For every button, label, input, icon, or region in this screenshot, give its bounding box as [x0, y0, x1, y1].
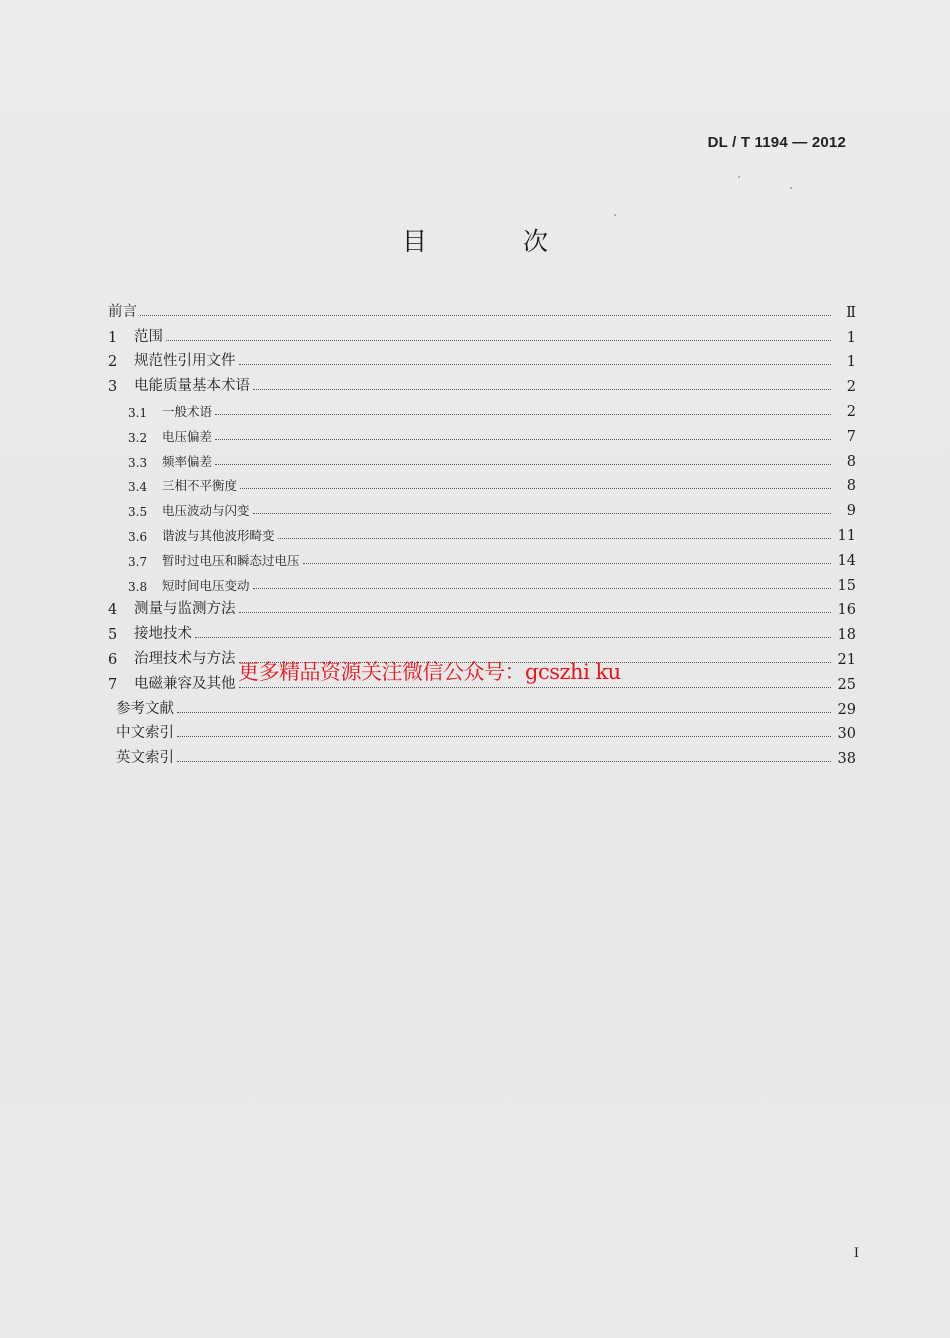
toc-entry [108, 594, 856, 619]
toc-entry-number: 3.1 [128, 405, 148, 420]
toc-leader-dots [278, 538, 831, 539]
toc-entry-number: 3.4 [128, 480, 148, 495]
toc-entry-page: 29 [837, 701, 856, 718]
toc-entry-page: 1 [846, 329, 856, 346]
toc-entry-page: 1 [846, 354, 856, 371]
toc-entry [108, 470, 856, 495]
toc-entry-label: 规范性引用文件 [134, 353, 236, 370]
toc-entry-number: 4 [108, 602, 118, 619]
toc-entry-label: 范围 [134, 328, 163, 345]
toc-entry-number: 6 [108, 651, 118, 668]
toc-leader-dots [215, 414, 831, 415]
toc-entry-label: 一般术语 [162, 403, 213, 419]
scan-speck [614, 214, 616, 216]
toc-entry-page: 2 [846, 379, 856, 396]
toc-entry-page: 18 [837, 627, 856, 644]
toc-entry-label: 前言 [108, 303, 137, 320]
toc-entry-page: 9 [846, 503, 856, 520]
toc-entry [108, 370, 856, 395]
toc-entry-number: 3.5 [128, 505, 148, 520]
toc-entry-label: 中文索引 [116, 725, 174, 742]
toc-leader-dots [253, 389, 831, 390]
toc-title: 目 次 [402, 227, 592, 256]
toc-leader-dots [140, 315, 831, 316]
toc-entry-page: 11 [837, 527, 856, 544]
table-of-contents [108, 296, 856, 767]
toc-entry-page: 30 [837, 726, 856, 743]
toc-entry [108, 618, 856, 643]
toc-entry-page: 8 [846, 478, 856, 495]
toc-entry [108, 445, 856, 470]
toc-entry-page: 15 [837, 577, 856, 594]
toc-entry-label: 治理技术与方法 [134, 650, 236, 667]
toc-entry [108, 718, 856, 743]
toc-entry [108, 494, 856, 519]
toc-entry [108, 346, 856, 371]
toc-entry [108, 296, 856, 321]
toc-leader-dots [215, 439, 831, 440]
toc-entry-label: 电磁兼容及其他 [134, 675, 236, 692]
toc-entry-page: 21 [837, 651, 856, 668]
toc-entry-number: 3 [108, 379, 118, 396]
scan-speck [738, 176, 740, 178]
toc-entry-number: 3.2 [128, 430, 148, 445]
toc-entry-number: 3.3 [128, 455, 148, 470]
toc-entry-label: 谐波与其他波形畸变 [162, 527, 275, 543]
scan-speck [790, 187, 792, 189]
toc-entry-number: 1 [108, 329, 118, 346]
toc-entry-label: 电压波动与闪变 [162, 503, 250, 519]
toc-entry-label: 电压偏差 [162, 428, 213, 444]
toc-leader-dots [166, 340, 831, 341]
toc-entry-label: 英文索引 [116, 750, 174, 767]
toc-leader-dots [215, 464, 831, 465]
toc-entry-page: 14 [837, 552, 856, 569]
toc-entry [108, 420, 856, 445]
toc-leader-dots [177, 712, 831, 713]
toc-leader-dots [303, 563, 831, 564]
toc-entry-label: 测量与监测方法 [134, 601, 236, 618]
toc-entry-label: 暂时过电压和瞬态过电压 [162, 552, 300, 568]
toc-entry-label: 接地技术 [134, 626, 192, 643]
toc-entry-label: 电能质量基本术语 [134, 378, 250, 395]
toc-leader-dots [239, 364, 832, 365]
toc-entry [108, 321, 856, 346]
toc-entry-page: Ⅱ [846, 304, 856, 321]
toc-entry-number: 2 [108, 354, 118, 371]
toc-entry [108, 742, 856, 767]
toc-entry-page: 2 [846, 403, 856, 420]
toc-entry-number: 3.7 [128, 554, 148, 569]
toc-entry-page: 16 [837, 602, 856, 619]
toc-entry-label: 短时间电压变动 [162, 577, 250, 593]
toc-entry [108, 544, 856, 569]
toc-leader-dots [177, 761, 831, 762]
toc-entry-label: 参考文献 [116, 700, 174, 717]
toc-entry [108, 569, 856, 594]
footer-page-number: I [853, 1246, 859, 1261]
toc-leader-dots [177, 736, 831, 737]
toc-entry-page: 25 [837, 676, 856, 693]
toc-entry [108, 395, 856, 420]
watermark-text: 更多精品资源关注微信公众号：gcszhi ku [238, 660, 621, 684]
toc-entry-number: 7 [108, 676, 118, 693]
toc-entry-page: 7 [846, 428, 856, 445]
toc-entry-number: 5 [108, 627, 118, 644]
toc-leader-dots [195, 637, 831, 638]
toc-leader-dots [253, 588, 831, 589]
toc-leader-dots [253, 513, 831, 514]
toc-entry-number: 3.6 [128, 529, 148, 544]
toc-entry-label: 频率偏差 [162, 453, 213, 469]
toc-leader-dots [239, 687, 832, 688]
toc-entry-label: 三相不平衡度 [162, 478, 238, 494]
standard-code: DL / T 1194 — 2012 [707, 134, 846, 151]
toc-entry [108, 519, 856, 544]
toc-entry [108, 693, 856, 718]
toc-entry-page: 38 [837, 751, 856, 768]
toc-entry-number: 3.8 [128, 579, 148, 594]
toc-leader-dots [240, 488, 831, 489]
toc-leader-dots [239, 612, 832, 613]
toc-entry-page: 8 [846, 453, 856, 470]
